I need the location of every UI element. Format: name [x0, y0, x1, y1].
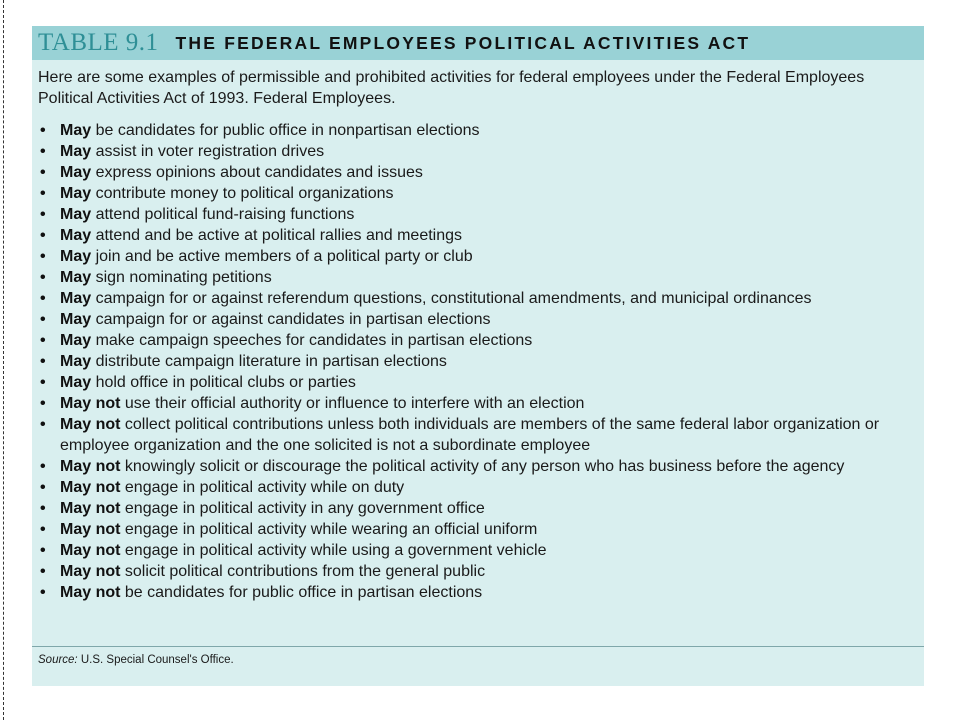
bullet-icon: • — [40, 164, 46, 181]
list-item — [38, 582, 918, 603]
list-item — [38, 225, 918, 246]
item-modal: May — [60, 164, 92, 181]
bullet-icon: • — [40, 458, 46, 475]
list-item — [38, 246, 918, 267]
bullet-icon: • — [40, 143, 46, 160]
list-item — [38, 561, 918, 582]
bullet-icon: • — [40, 185, 46, 202]
list-item — [38, 309, 918, 330]
page-left-border — [3, 0, 4, 720]
item-text: knowingly solicit or discourage the political activity of any person who has business before the agency — [124, 458, 845, 475]
activity-list — [38, 120, 918, 603]
table-title: THE FEDERAL EMPLOYEES POLITICAL ACTIVITIES ACT — [175, 32, 751, 53]
bullet-icon: • — [40, 248, 46, 265]
list-item — [38, 267, 918, 288]
item-modal: May not — [60, 416, 121, 433]
item-modal: May — [60, 206, 92, 223]
bullet-icon: • — [40, 332, 46, 349]
list-item — [38, 288, 918, 309]
item-modal: May not — [60, 479, 121, 496]
item-modal: May — [60, 332, 92, 349]
table-number: TABLE 9.1 — [38, 29, 159, 56]
item-text: make campaign speeches for candidates in partisan elections — [95, 332, 533, 349]
item-modal: May not — [60, 542, 121, 559]
bullet-icon: • — [40, 122, 46, 139]
list-item — [38, 351, 918, 372]
bullet-icon: • — [40, 206, 46, 223]
bullet-icon: • — [40, 479, 46, 496]
bullet-icon: • — [40, 374, 46, 391]
item-modal: May not — [60, 521, 121, 538]
item-modal: May — [60, 353, 92, 370]
item-text: assist in voter registration drives — [95, 143, 325, 160]
table-intro: Here are some examples of permissible and prohibited activities for federal employees under the Federal Employees Political Activities Act of 1993. Federal Employees. — [38, 69, 865, 107]
list-item — [38, 330, 918, 351]
item-modal: May not — [60, 458, 121, 475]
item-text: distribute campaign literature in partisan elections — [95, 353, 447, 370]
bullet-icon: • — [40, 311, 46, 328]
item-text: be candidates for public office in partisan elections — [124, 584, 483, 601]
item-modal: May — [60, 269, 92, 286]
item-modal: May not — [60, 584, 121, 601]
bullet-icon: • — [40, 290, 46, 307]
item-modal: May — [60, 290, 92, 307]
item-text: join and be active members of a political party or club — [95, 248, 473, 265]
item-modal: May not — [60, 563, 121, 580]
item-text: engage in political activity while using a government vehicle — [124, 542, 547, 559]
item-modal: May not — [60, 395, 121, 412]
list-item — [38, 372, 918, 393]
bullet-icon: • — [40, 584, 46, 601]
bullet-icon: • — [40, 353, 46, 370]
item-text: sign nominating petitions — [95, 269, 272, 286]
list-item — [38, 498, 918, 519]
item-text: attend political fund-raising functions — [95, 206, 355, 223]
list-item — [38, 456, 918, 477]
item-text: express opinions about candidates and issues — [95, 164, 423, 181]
item-modal: May — [60, 374, 92, 391]
list-item — [38, 414, 918, 456]
bullet-icon: • — [40, 500, 46, 517]
item-modal: May not — [60, 500, 121, 517]
item-text: solicit political contributions from the general public — [124, 563, 486, 580]
bullet-icon: • — [40, 521, 46, 538]
table-panel — [32, 26, 924, 686]
item-text: attend and be active at political rallies and meetings — [95, 227, 463, 244]
list-item — [38, 183, 918, 204]
table-title-bar — [32, 26, 924, 60]
source-text: U.S. Special Counsel's Office. — [80, 654, 234, 666]
item-text: be candidates for public office in nonpartisan elections — [95, 122, 480, 139]
item-modal: May — [60, 227, 92, 244]
table-source — [38, 654, 234, 666]
item-modal: May — [60, 122, 92, 139]
item-modal: May — [60, 143, 92, 160]
item-text: contribute money to political organizations — [95, 185, 394, 202]
item-text: campaign for or against candidates in partisan elections — [95, 311, 491, 328]
list-item — [38, 540, 918, 561]
item-modal: May — [60, 311, 92, 328]
list-item — [38, 120, 918, 141]
bullet-icon: • — [40, 227, 46, 244]
source-divider — [32, 646, 924, 647]
item-text: use their official authority or influence to interfere with an election — [124, 395, 585, 412]
bullet-icon: • — [40, 542, 46, 559]
list-item — [38, 477, 918, 498]
bullet-icon: • — [40, 416, 46, 433]
item-modal: May — [60, 248, 92, 265]
item-text: collect political contributions unless both individuals are members of the same federal labor organization or employee organization and the one solicited is not a subordinate employee — [60, 416, 880, 454]
bullet-icon: • — [40, 269, 46, 286]
source-label: Source: — [38, 654, 78, 666]
item-text: campaign for or against referendum questions, constitutional amendments, and municipal ordinances — [95, 290, 812, 307]
list-item — [38, 204, 918, 225]
list-item — [38, 519, 918, 540]
item-text: engage in political activity while wearing an official uniform — [124, 521, 538, 538]
item-text: engage in political activity in any government office — [124, 500, 485, 517]
item-modal: May — [60, 185, 92, 202]
bullet-icon: • — [40, 395, 46, 412]
list-item — [38, 393, 918, 414]
item-text: engage in political activity while on duty — [124, 479, 405, 496]
item-text: hold office in political clubs or parties — [95, 374, 356, 391]
list-item — [38, 162, 918, 183]
list-item — [38, 141, 918, 162]
bullet-icon: • — [40, 563, 46, 580]
